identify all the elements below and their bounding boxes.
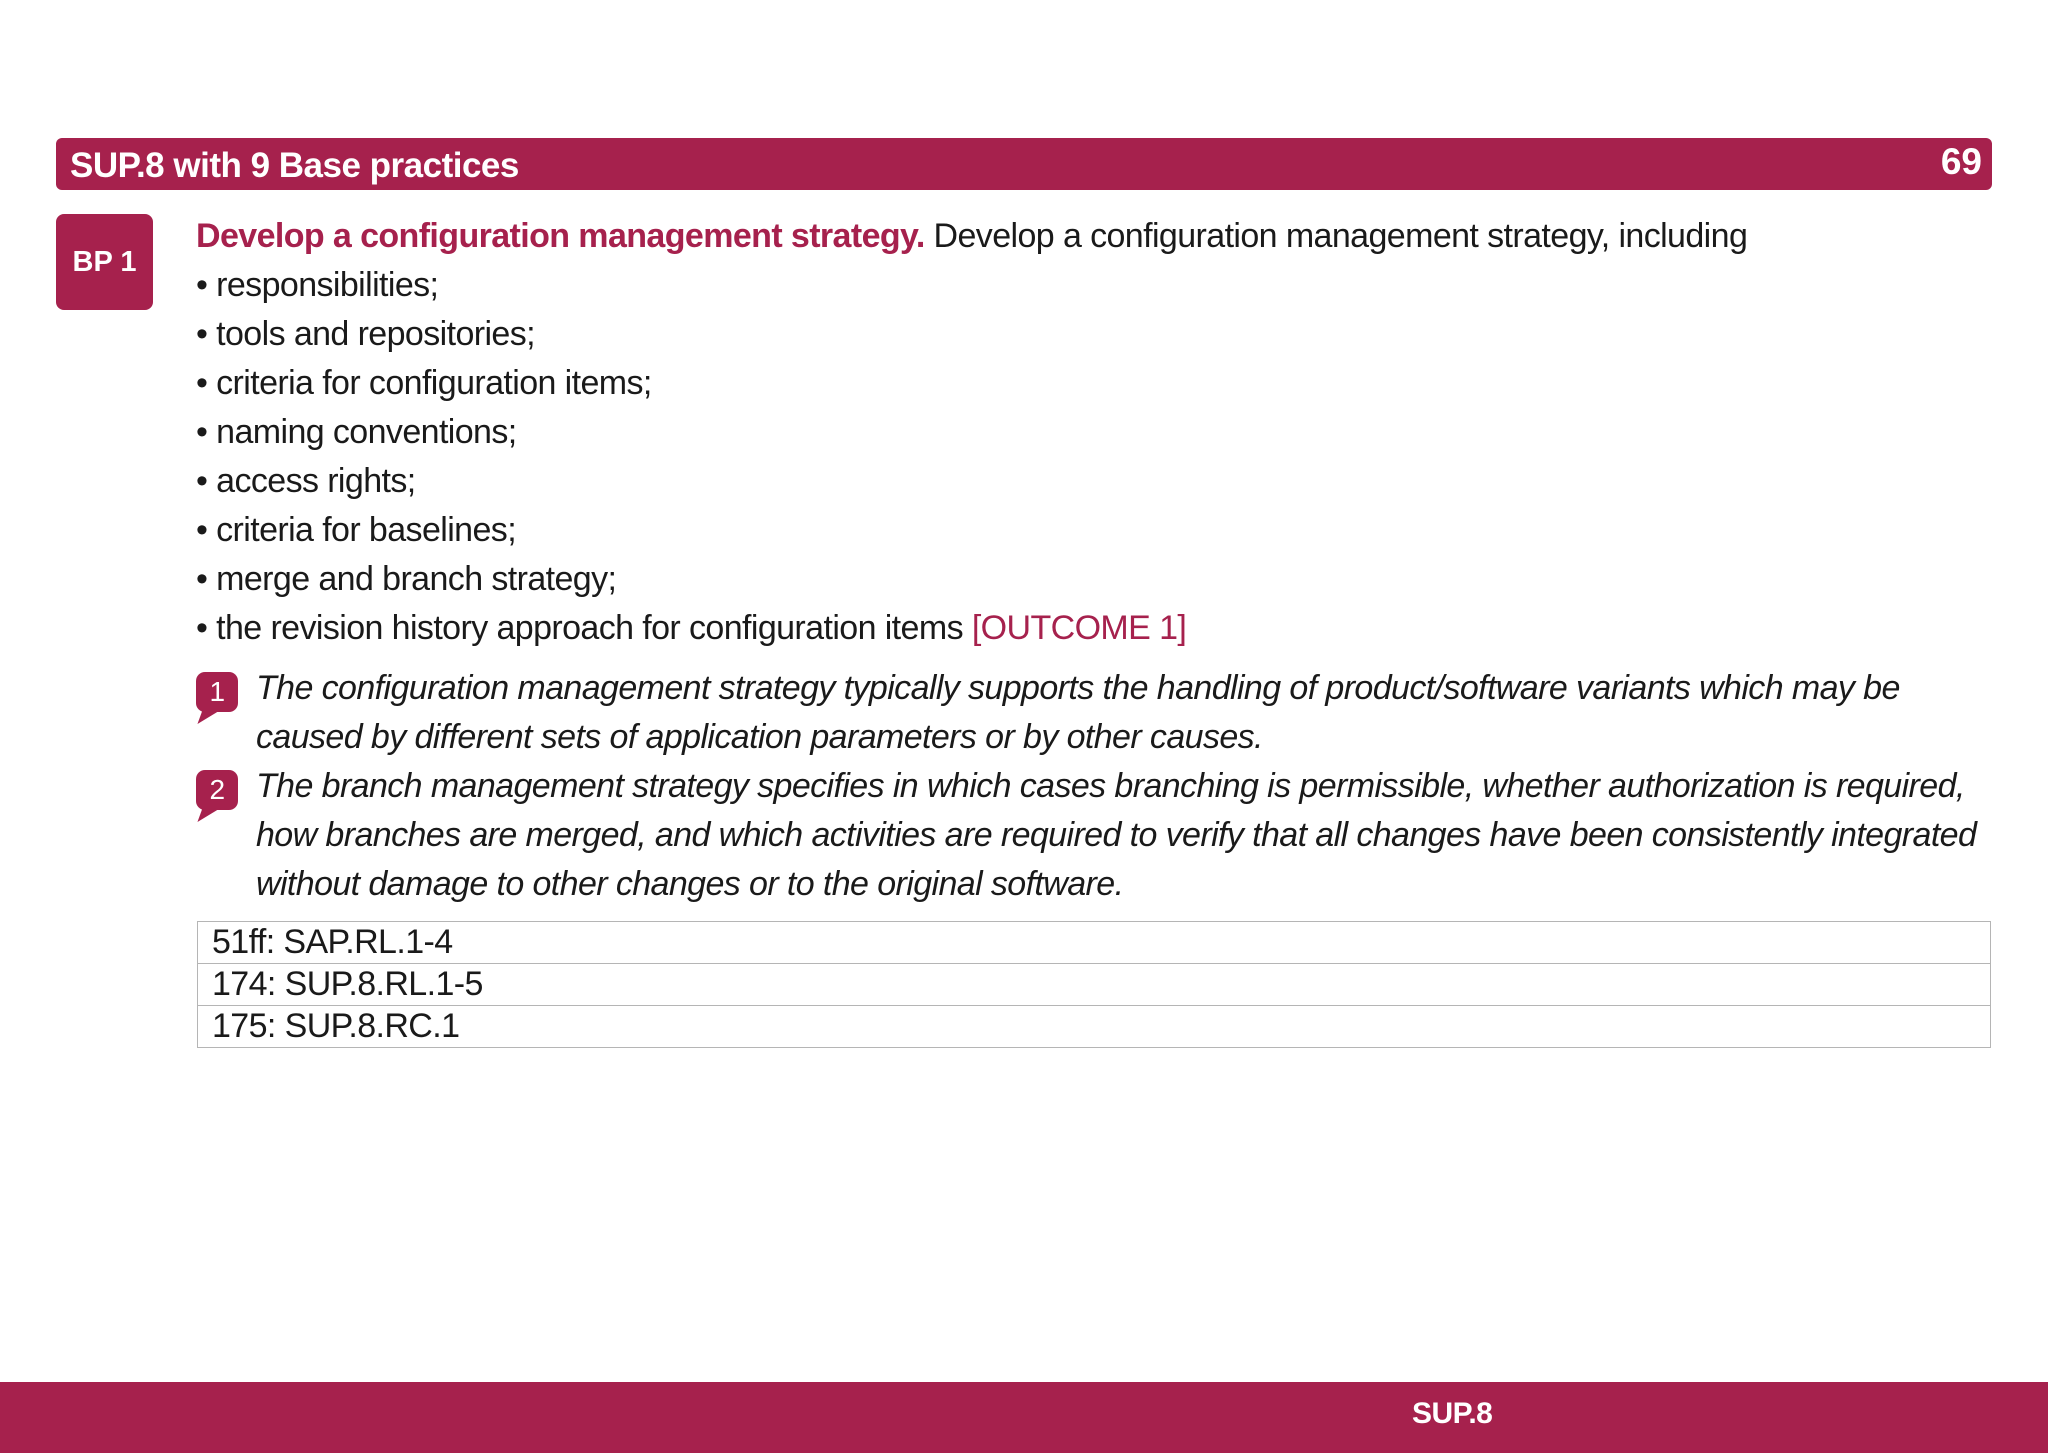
reference-cell: 174: SUP.8.RL.1-5 <box>198 964 1991 1006</box>
reference-cell: 175: SUP.8.RC.1 <box>198 1006 1991 1048</box>
reference-table <box>197 921 1991 1048</box>
bullet-item: • criteria for baselines; <box>196 511 517 549</box>
table-row <box>198 922 1991 964</box>
base-practice-intro: Develop a configuration management strategy, including <box>924 217 1748 255</box>
bullet-item: • criteria for configuration items; <box>196 364 652 402</box>
note-number-bubble-icon: 2 <box>196 770 238 810</box>
notes-section <box>196 664 1996 909</box>
outcome-reference: [OUTCOME 1] <box>971 609 1187 647</box>
note-number-bubble-icon: 1 <box>196 672 238 712</box>
footer-bar <box>0 1382 2048 1453</box>
note-line: without damage to other changes or to the original software. <box>256 865 1124 903</box>
note-line: The branch management strategy specifies in which cases branching is permissible, whether authorization is required, <box>256 767 1965 805</box>
bullet-item: • responsibilities; <box>196 266 439 304</box>
bullet-item: • merge and branch strategy; <box>196 560 617 598</box>
note-line: how branches are merged, and which activities are required to verify that all changes have been consistently integrated <box>256 816 1977 854</box>
bullet-item-last <box>196 604 1996 653</box>
base-practice-badge: BP 1 <box>56 214 153 310</box>
bullet-item: • access rights; <box>196 462 416 500</box>
note-1 <box>196 664 1996 762</box>
table-row <box>198 964 1991 1006</box>
footer-label: SUP.8 <box>1412 1397 1493 1430</box>
section-title: SUP.8 with 9 Base practices <box>70 146 519 185</box>
base-practice-content <box>196 212 1996 653</box>
note-line: The configuration management strategy typically supports the handling of product/software variants which may be <box>256 669 1900 707</box>
reference-cell: 51ff: SAP.RL.1-4 <box>198 922 1991 964</box>
bullet-item: • naming conventions; <box>196 413 517 451</box>
bullet-item-text: • the revision history approach for configuration items <box>196 609 972 647</box>
section-header-bar <box>56 138 1992 190</box>
base-practice-heading-line <box>196 212 1996 261</box>
note-line: caused by different sets of application parameters or by other causes. <box>256 718 1263 756</box>
base-practice-title: Develop a configuration management strategy. <box>196 217 925 255</box>
table-row <box>198 1006 1991 1048</box>
page-number: 69 <box>1940 141 1982 182</box>
note-2 <box>196 762 1996 909</box>
bullet-item: • tools and repositories; <box>196 315 535 353</box>
